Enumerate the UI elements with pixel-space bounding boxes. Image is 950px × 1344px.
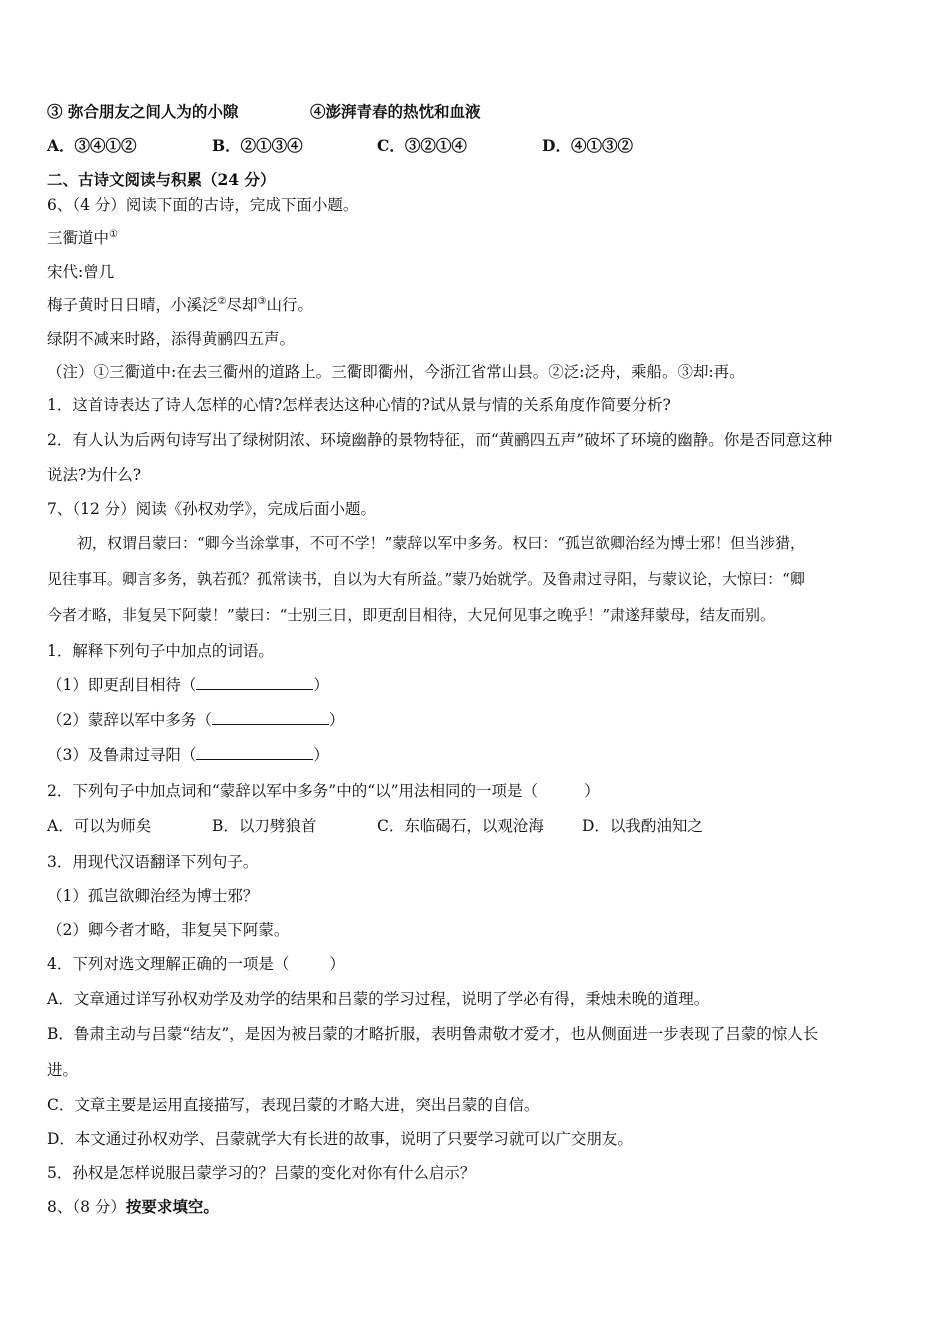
q7-sub-3-item-1: （1）孤岂欲卿治经为博士邪？ (47, 887, 259, 905)
poem-title-text: 三衢道中 (47, 229, 110, 247)
q7-sub-4-option-b-line-2: 进。 (47, 1061, 79, 1079)
poem-line-2: 绿阴不减来时路，添得黄鹂四五声。 (47, 330, 296, 348)
passage-line-3: 今者才略，非复吴下阿蒙！”蒙曰：“士别三日，即更刮目相待，大兄何见事之晚乎！”肃遂拜蒙母，结友而别。 (47, 606, 776, 624)
answer-blank[interactable] (196, 675, 313, 690)
section-heading: 二、古诗文阅读与积累（24 分） (47, 170, 276, 189)
q6-sub-2-line-2: 说法?为什么? (47, 466, 142, 484)
q7-sub-2-option-a: A．可以为师矣 (47, 817, 152, 835)
q7-sub-2-option-d: D．以我酌油知之 (582, 817, 703, 835)
poem-footnote-2: ② (217, 295, 227, 307)
q5-option-a: A．③④①② (47, 136, 137, 155)
item-text: （2）蒙辞以军中多务（ (47, 711, 212, 729)
q7-sub-1-item-2 (47, 710, 344, 730)
poem-line-1-c: 山行。 (266, 296, 313, 314)
q7-stem: 7、（12 分）阅读《孙权劝学》，完成后面小题。 (47, 500, 377, 518)
q7-sub-5: 5．孙权是怎样说服吕蒙学习的？吕蒙的变化对你有什么启示？ (47, 1164, 476, 1182)
q6-sub-2-line-1: 2．有人认为后两句诗写出了绿树阴浓、环境幽静的景物特征，而“黄鹂四五声”破坏了环境的幽静。你是否同意这种 (47, 431, 833, 449)
q7-sub-4-option-a: A．文章通过详写孙权劝学及劝学的结果和吕蒙的学习过程，说明了学必有得，秉烛未晚的道理。 (47, 990, 710, 1008)
item-text: （1）即更刮目相待（ (47, 676, 197, 694)
q7-sub-4-option-b-line-1: B．鲁肃主动与吕蒙“结友”，是因为被吕蒙的才略折服，表明鲁肃敬才爱才，也从侧面进一步表现了吕蒙的惊人长 (47, 1025, 819, 1043)
passage-line-2: 见往事耳。卿言多务，孰若孤？孤常读书，自以为大有所益。”蒙乃始就学。及鲁肃过寻阳，与蒙议论，大惊曰：“卿 (47, 570, 805, 588)
sub4-text: 4．下列对选文理解正确的一项是（ (47, 955, 290, 973)
q7-sub-2-option-b: B．以刀劈狼首 (212, 817, 317, 835)
poem-author: 宋代:曾几 (47, 263, 115, 281)
q7-sub-1-item-1 (47, 675, 329, 695)
poem-title-footnote: ① (109, 228, 118, 240)
sub2-close: ） (584, 782, 600, 800)
q6-sub-1: 1．这首诗表达了诗人怎样的心情?怎样表达这种心情的?试从景与情的关系角度作简要分析? (47, 396, 671, 414)
passage-line-1: 初，权谓吕蒙曰：“卿今当涂掌事，不可不学！”蒙辞以军中多务。权曰：“孤岂欲卿治经为博士邪！但当涉猎， (77, 534, 806, 552)
poem-line-1-a: 梅子黄时日日晴，小溪泛 (47, 296, 218, 314)
q5-option-c: C．③②①④ (377, 136, 467, 155)
q8-number: 8、（8 分） (47, 1198, 126, 1216)
poem-line-1 (47, 295, 313, 315)
q7-sub-4 (47, 954, 345, 974)
item-close: ） (313, 676, 329, 694)
answer-blank[interactable] (212, 710, 329, 725)
q7-sub-3-item-2: （2）卿今者才略，非复吴下阿蒙。 (47, 921, 290, 939)
q5-option-b: B．②①③④ (212, 136, 303, 155)
sub4-close: ） (329, 955, 345, 973)
q5-item-4: ④澎湃青春的热忱和血液 (310, 102, 481, 121)
sub2-text: 2．下列句子中加点词和“蒙辞以军中多务”中的“以”用法相同的一项是（ (47, 782, 539, 800)
q5-option-d: D．④①③② (542, 136, 633, 155)
answer-blank[interactable] (196, 745, 313, 760)
q7-sub-2-option-c: C．东临碣石，以观沧海 (377, 817, 544, 835)
item-close: ） (313, 746, 329, 764)
q7-sub-1-item-3 (47, 745, 329, 765)
q7-sub-1: 1．解释下列句子中加点的词语。 (47, 642, 274, 660)
item-text: （3）及鲁肃过寻阳（ (47, 746, 197, 764)
q8-stem (47, 1197, 219, 1217)
poem-note: （注）①三衢道中:在去三衢州的道路上。三衢即衢州，今浙江省常山县。②泛:泛舟，乘船。③却:再。 (47, 363, 745, 381)
q7-sub-4-option-d: D．本文通过孙权劝学、吕蒙就学大有长进的故事，说明了只要学习就可以广交朋友。 (47, 1130, 633, 1148)
poem-line-1-b: 尽却 (226, 296, 258, 314)
poem-footnote-3: ③ (257, 295, 267, 307)
q7-sub-4-option-c: C．文章主要是运用直接描写，表现吕蒙的才略大进，突出吕蒙的自信。 (47, 1096, 540, 1114)
poem-title (47, 228, 118, 248)
q8-instruction: 按要求填空。 (125, 1197, 219, 1216)
q7-sub-3: 3．用现代汉语翻译下列句子。 (47, 853, 259, 871)
q6-stem: 6、（4 分）阅读下面的古诗，完成下面小题。 (47, 196, 359, 214)
q5-item-3: ③ 弥合朋友之间人为的小隙 (47, 102, 239, 121)
item-close: ） (328, 711, 345, 729)
q7-sub-2 (47, 781, 600, 801)
